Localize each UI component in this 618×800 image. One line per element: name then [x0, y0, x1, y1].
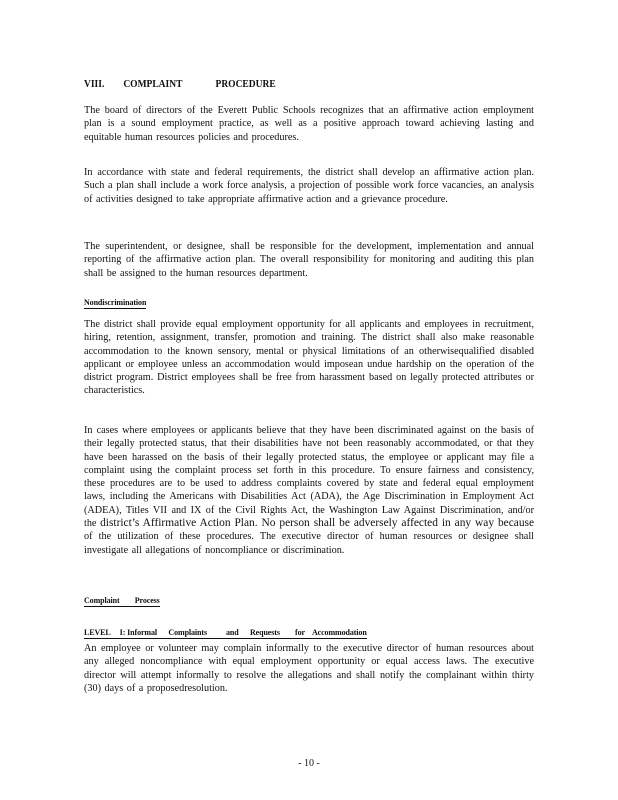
section-heading: VIII. COMPLAINT PROCEDURE [84, 79, 276, 91]
paragraph-informal-complaints: An employee or volunteer may complain informally to the executive director of human resources about any alleged noncompliance with equal employment opportunity or equal access laws. The executive director will attempt informally to resolve the allegations and shall notify the complainant within thirty (30) days of a proposedresolution. [84, 643, 534, 694]
paragraph-complaint-cases-part2: district’s Affirmative Action Plan. No person shall be adversely affected in any way because [100, 517, 535, 530]
paragraph-complaint-cases-part1: In cases where employees or applicants believe that they have been discriminated against on the basis of their legally protected status, that their disabilities have not been reasonably accommodated, or that they have been harassed on the basis of their legally protected status, the employee or applicant may file a complaint using the complaint process set forth in this procedure. To ensure fairness and consistency, these procedures are to be used to address complaints covered by state and federal equal employment laws, including the Americans with Disabilities Act (ADA), the Age Discrimination in Employment Act (ADEA), Titles VII and IX of the Civil Rights Act, the Washington Law Against Discrimination, and/or the [84, 425, 534, 530]
subheading-level-one: LEVEL I: Informal Complaints and Requests for Accommodation [84, 628, 367, 637]
paragraph-affirmative-plan: In accordance with state and federal requirements, the district shall develop an affirmative action plan. Such a plan shall include a work force analysis, a projection of possible work force vacancies, an analysis of activities designed to take appropriate affirmative action and a grievance procedure. [84, 167, 534, 205]
page-number: - 10 - [298, 758, 320, 769]
paragraph-equal-opportunity: The district shall provide equal employment opportunity for all applicants and employees in recruitment, hiring, retention, assignment, transfer, promotion and training. The district shall also make reasonable accommodation to the known sensory, mental or physical limitations of an otherwisequalified disabled applicant or employee unless an accommodation would imposean undue hardship on the operation of the district program. District employees shall be free from harassment based on legally protected attributes or characteristics. [84, 319, 534, 397]
paragraph-superintendent: The superintendent, or designee, shall be responsible for the development, implementation and annual reporting of the affirmative action plan. The overall responsibility for monitoring and auditing this plan shall be assigned to the human resources department. [84, 241, 534, 279]
paragraph-complaint-cases [84, 424, 534, 557]
paragraph-board-recognition: The board of directors of the Everett Public Schools recognizes that an affirmative action employment plan is a sound employment practice, as well as a positive approach toward achieving lasting and equitable human resources policies and procedures. [84, 105, 534, 143]
subheading-complaint-process: Complaint Process [84, 596, 160, 605]
paragraph-complaint-cases-part3: of the utilization of these procedures. The executive director of human resources or designee shall investigate all allegations of noncompliance or discrimination. [84, 531, 534, 556]
subheading-nondiscrimination: Nondiscrimination [84, 298, 147, 307]
